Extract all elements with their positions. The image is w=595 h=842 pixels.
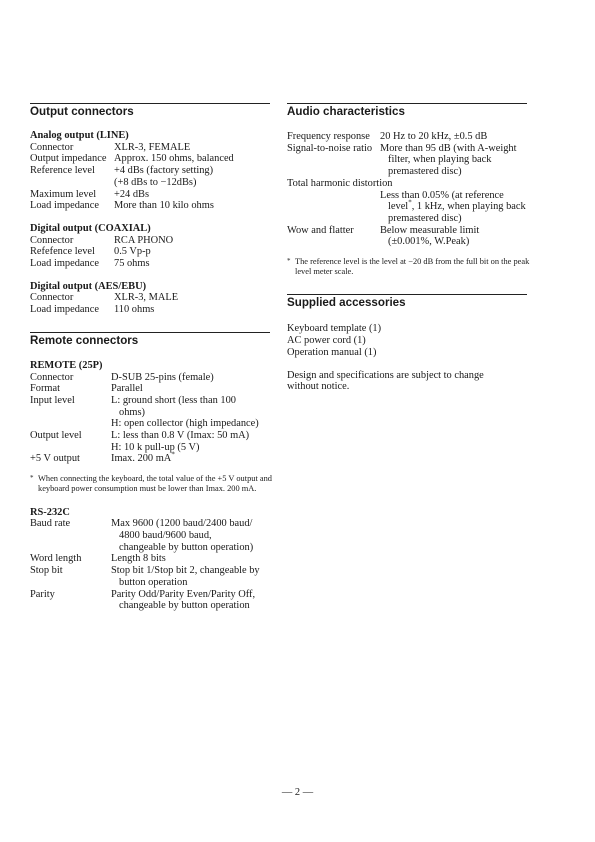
coaxial-output-block	[30, 223, 270, 270]
spec-row: Connector XLR-3, MALE	[30, 292, 179, 304]
spec-row: Frequency response 20 Hz to 20 kHz, ±0.5 dB	[287, 131, 488, 142]
audio-specs	[287, 131, 527, 248]
footnote-mark: *	[30, 474, 34, 483]
section-rule	[287, 103, 527, 104]
remote-footnote: * When connecting the keyboard, the total value of the +5 V output and keyboard power consumption must be lower than Imax. 200 mA.	[30, 474, 272, 494]
spec-row: Input level L: ground short (less than 100 ohms) H: open collector (high impedance)	[30, 394, 259, 430]
spec-row: Format Parallel	[30, 383, 143, 395]
page-number: — 2 —	[281, 787, 314, 798]
spec-row: Reference level +4 dBs (factory setting) (+8 dBs to −12dBs)	[30, 165, 214, 188]
supplied-accessories-title: Supplied accessories	[287, 296, 406, 310]
spec-row: Word length Length 8 bits	[30, 553, 166, 565]
aes-output-block	[30, 281, 270, 316]
spec-row: +5 V output Imax. 200 mA*	[30, 451, 175, 465]
disclaimer: Design and specifications are subject to change without notice.	[287, 369, 484, 393]
spec-row: Load impedance 110 ohms	[30, 304, 155, 316]
spec-row: Load impedance 75 ohms	[30, 258, 150, 270]
rs232c-block	[30, 507, 270, 612]
section-rule	[30, 332, 270, 333]
list-item: Operation manual (1)	[287, 346, 377, 358]
remote-connectors-title: Remote connectors	[30, 333, 139, 347]
spec-row: Less than 0.05% (at reference level*, 1 kHz, when playing back premastered disc)	[380, 189, 526, 224]
analog-output-block	[30, 130, 270, 212]
remote-25p-title: REMOTE (25P)	[30, 359, 103, 371]
spec-row: Load impedance More than 10 kilo ohms	[30, 200, 214, 212]
audio-footnote: * The reference level is the level at −20 dB from the full bit on the peak level meter scale.	[287, 257, 530, 277]
section-rule	[287, 294, 527, 295]
spec-row: Connector XLR-3, FEMALE	[30, 141, 191, 153]
footnote-mark: *	[171, 451, 175, 459]
list-item: AC power cord (1)	[287, 335, 366, 347]
spec-row: Connector RCA PHONO	[30, 234, 174, 246]
left-column	[30, 103, 270, 612]
aes-output-title: Digital output (AES/EBU)	[30, 280, 147, 292]
spec-row: Parity Parity Odd/Parity Even/Parity Off, changeable by button operation	[30, 588, 256, 612]
output-connectors-title: Output connectors	[30, 105, 134, 118]
footnote-mark: *	[408, 198, 412, 207]
footnote-mark: *	[287, 257, 291, 266]
spec-row: Signal-to-noise ratio More than 95 dB (with A-weight filter, when playing back premastered disc)	[287, 142, 517, 178]
spec-row: Connector D-SUB 25-pins (female)	[30, 371, 214, 383]
remote-25p-block	[30, 360, 270, 465]
thd-label: Total harmonic distortion	[287, 177, 393, 189]
accessories-list	[287, 323, 527, 358]
analog-output-title: Analog output (LINE)	[30, 130, 129, 141]
spec-row: Maximum level +24 dBs	[30, 188, 150, 200]
coaxial-output-title: Digital output (COAXIAL)	[30, 222, 151, 234]
section-rule	[30, 103, 270, 104]
rs232c-title: RS-232C	[30, 506, 70, 518]
list-item: Keyboard template (1)	[287, 323, 382, 335]
spec-row: Baud rate Max 9600 (1200 baud/2400 baud/ 4800 baud/9600 baud, changeable by button operation)	[30, 518, 254, 553]
spec-row: Output impedance Approx. 150 ohms, balanced	[30, 153, 234, 165]
right-column	[287, 103, 530, 393]
audio-characteristics-title: Audio characteristics	[287, 105, 405, 118]
spec-row: Stop bit Stop bit 1/Stop bit 2, changeable by button operation	[30, 565, 260, 588]
spec-row: Refefence level 0.5 Vp-p	[30, 246, 151, 258]
spec-row: Output level L: less than 0.8 V (Imax: 50 mA) H: 10 k pull-up (5 V)	[30, 430, 250, 453]
spec-row: Wow and flatter Below measurable limit (±0.001%, W.Peak)	[287, 224, 480, 248]
